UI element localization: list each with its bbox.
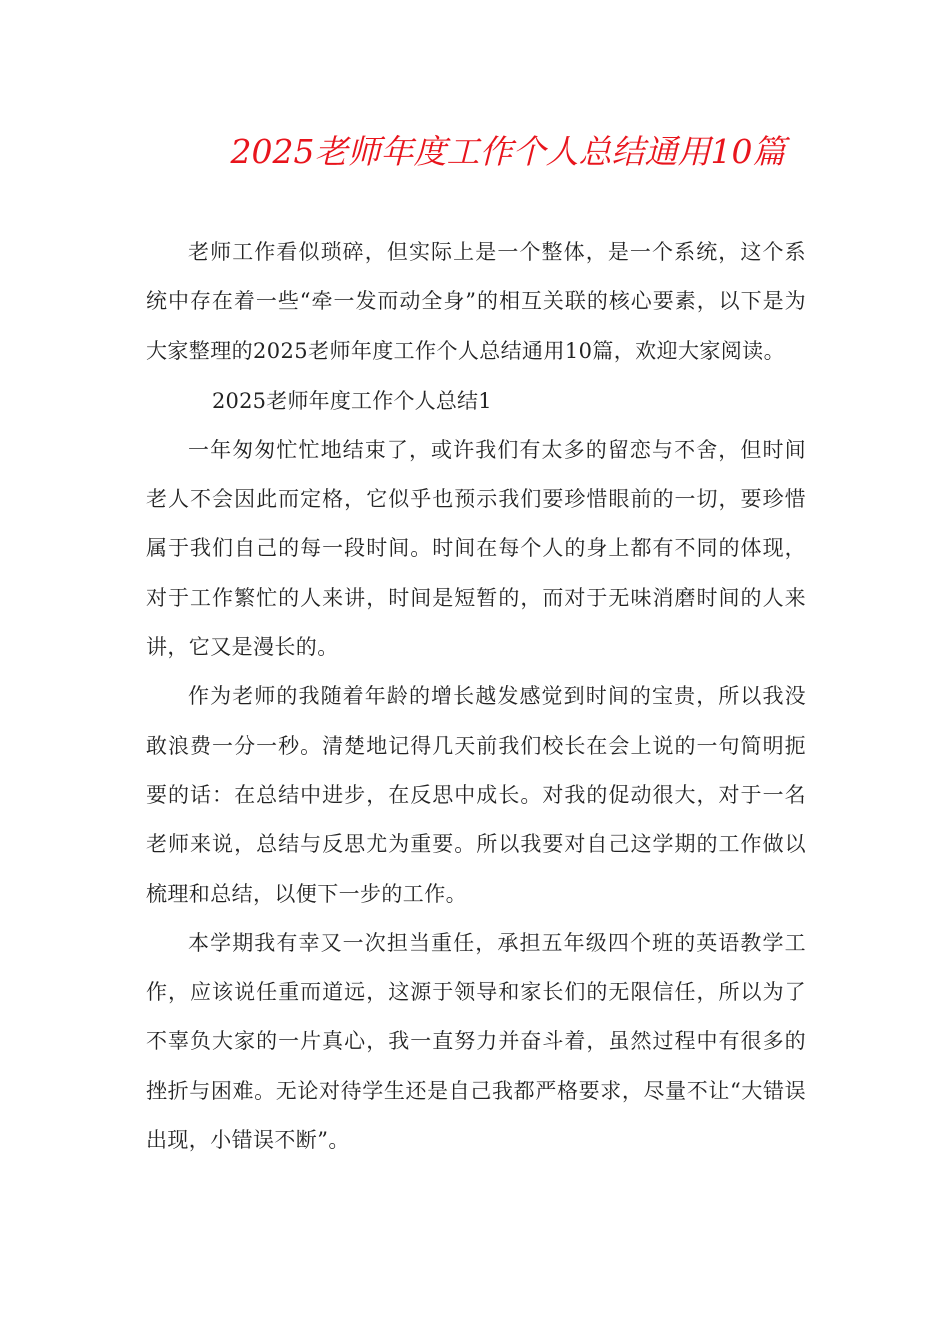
document-body (146, 228, 806, 1165)
intro-paragraph: 老师工作看似琐碎，但实际上是一个整体，是一个系统，这个系统中存在着一些“牵一发而动全身”的相互关联的核心要素，以下是为大家整理的2025老师年度工作个人总结通用10篇，欢迎大家阅读。 (146, 240, 806, 363)
body-paragraph-1: 一年匆匆忙忙地结束了，或许我们有太多的留恋与不舍，但时间老人不会因此而定格，它似乎也预示我们要珍惜眼前的一切，要珍惜属于我们自己的每一段时间。时间在每个人的身上都有不同的体现，对于工作繁忙的人来讲，时间是短暂的，而对于无味消磨时间的人来讲，它又是漫长的。 (146, 437, 806, 660)
section-heading: 2025老师年度工作个人总结1 (212, 388, 492, 413)
body-paragraph-2: 作为老师的我随着年龄的增长越发感觉到时间的宝贵，所以我没敢浪费一分一秒。清楚地记得几天前我们校长在会上说的一句简明扼要的话：在总结中进步，在反思中成长。对我的促动很大，对于一名老师来说，总结与反思尤为重要。所以我要对自己这学期的工作做以梳理和总结，以便下一步的工作。 (146, 684, 806, 906)
document-title: 2025老师年度工作个人总结通用10篇 (230, 132, 786, 171)
body-paragraph-3: 本学期我有幸又一次担当重任，承担五年级四个班的英语教学工作，应该说任重而道远，这源于领导和家长们的无限信任，所以为了不辜负大家的一片真心，我一直努力并奋斗着，虽然过程中有很多的挫折与困难。无论对待学生还是自己我都严格要求，尽量不让“大错误出现，小错误不断”。 (146, 930, 806, 1153)
